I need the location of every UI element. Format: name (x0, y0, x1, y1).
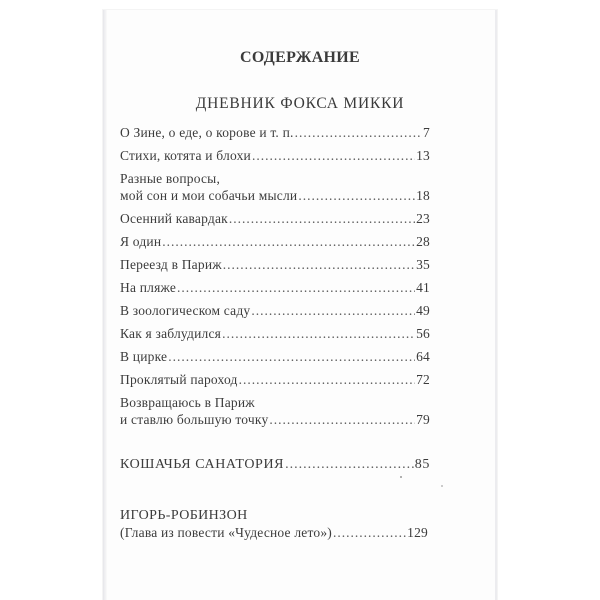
toc-section-igor-robinson (120, 507, 428, 541)
dot-leader (239, 371, 416, 388)
toc-entry (120, 325, 430, 342)
print-speck (441, 485, 443, 487)
entry-title: Как я заблудился (120, 326, 222, 341)
section-title: ИГОРЬ-РОБИНЗОН (120, 508, 248, 523)
dot-leader (222, 325, 415, 342)
dot-leader (168, 348, 415, 365)
dot-leader (298, 187, 415, 204)
entry-title: Переезд в Париж (120, 257, 222, 272)
section-heading-fox-mickey-diary: ДНЕВНИК ФОКСА МИККИ (195, 95, 405, 112)
entry-title-line-2: и ставлю большую точку (120, 412, 269, 427)
page-number: 18 (416, 188, 430, 203)
entry-title-line-2: мой сон и мои собачьи мысли (120, 188, 298, 203)
dot-leader (223, 256, 415, 273)
dot-leader (252, 147, 415, 164)
page-number: 79 (416, 412, 430, 427)
entry-title: Осенний кавардак (120, 211, 228, 226)
entry-title: Проклятый пароход (120, 372, 238, 387)
entry-title-line-1: Разные вопросы, (120, 171, 221, 186)
toc-entry (120, 348, 430, 365)
dot-leader (251, 302, 415, 319)
print-speck (400, 476, 402, 478)
toc-entry (120, 394, 430, 428)
page-number: 85 (414, 457, 430, 472)
page-number: 13 (416, 148, 430, 163)
toc-entry (120, 279, 430, 296)
page-number: 129 (407, 525, 428, 540)
toc-entry (120, 256, 430, 273)
entry-title: Я один (120, 234, 162, 249)
entry-title: На пляже (120, 280, 177, 295)
page-number: 41 (416, 280, 430, 295)
dot-leader (177, 279, 415, 296)
entry-title: В зоологическом саду (120, 303, 251, 318)
toc-entry (120, 124, 430, 141)
entry-title: Стихи, котята и блохи (120, 148, 251, 163)
toc-entry (120, 147, 430, 164)
page-number: 72 (416, 372, 430, 387)
toc-entry (120, 233, 430, 250)
entry-title: О Зине, о еде, о корове и т. п. (120, 125, 294, 140)
page-number: 23 (416, 211, 430, 226)
toc-entry (120, 371, 430, 388)
section-title: КОШАЧЬЯ САНАТОРИЯ (120, 457, 285, 472)
page-number: 49 (416, 303, 430, 318)
entry-title: В цирке (120, 349, 168, 364)
toc-entry (120, 210, 430, 227)
page-number: 35 (416, 257, 430, 272)
entry-title-line-1: Возвращаюсь в Париж (120, 395, 255, 410)
page-number: 7 (423, 125, 430, 140)
toc-section-cat-sanatorium (120, 456, 430, 473)
section-subtitle: (Глава из повести «Чудесное лето») (120, 525, 332, 540)
page-number: 56 (416, 326, 430, 341)
dot-leader (333, 524, 406, 541)
dot-leader (269, 411, 415, 428)
page-title: СОДЕРЖАНИЕ (239, 49, 361, 66)
toc-entry (120, 302, 430, 319)
toc-entry (120, 170, 430, 204)
page-number: 28 (416, 234, 430, 249)
dot-leader (229, 210, 415, 227)
dot-leader (285, 456, 414, 473)
dot-leader (295, 124, 422, 141)
page-number: 64 (416, 349, 430, 364)
dot-leader (162, 233, 415, 250)
